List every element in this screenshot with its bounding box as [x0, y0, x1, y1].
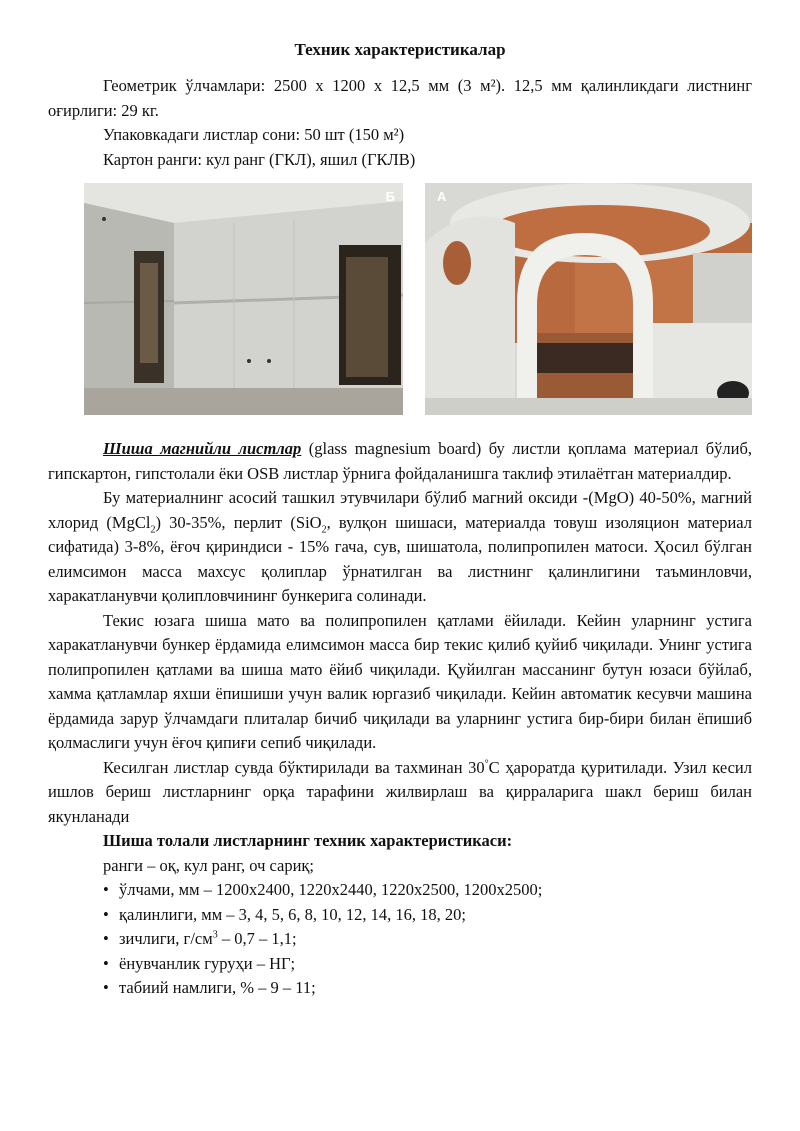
density-superscript: 3 — [212, 929, 218, 941]
color-line: Картон ранги: кул ранг (ГКЛ), яшил (ГКЛВ) — [103, 149, 416, 169]
density-text-a: зичлиги, г/см — [119, 929, 213, 948]
specs-colors: ранги – оқ, кул ранг, оч сариқ; — [103, 855, 315, 875]
photo-arch-drywall — [425, 183, 752, 415]
specs-heading: Шиша толали листларнинг техник характеристикаси: — [103, 831, 513, 850]
specs-list — [48, 878, 752, 1001]
spec-moisture: • табиий намлиги, % – 9 – 11; — [103, 976, 752, 1001]
photo-room-drywall — [84, 183, 403, 415]
composition-paragraph — [48, 486, 752, 609]
room-drywall-image — [84, 183, 403, 415]
package-line: Упаковкадаги листлар сони: 50 шт (150 м²) — [103, 125, 405, 144]
composition-text-a: Бу материалнинг асосий ташкил этувчилари бўлиб магний оксиди -(MgO) 40-50%, магний хлорид (MgCl — [48, 488, 752, 532]
degree-sign: ° — [484, 758, 489, 769]
document-page — [48, 30, 752, 1001]
glass-magnesium-paragraph — [48, 437, 752, 486]
subscript-2b: 2 — [321, 523, 327, 535]
arch-drywall-image — [425, 183, 752, 415]
term-definition: (glass magnesium board) бу листли қоплама материал бўлиб, гипскартон, гипстолали ёки OSB листлар ўрнига фойдаланишга таклиф этилаётган материалдир. — [48, 439, 752, 483]
photo-row — [84, 183, 752, 415]
spec-sizes: • ўлчами, мм – 1200x2400, 1220x2440, 1220x2500, 1200x2500; — [103, 878, 752, 903]
photo-label-b: Б — [385, 189, 396, 204]
drying-text-a: Кесилган листлар сувда бўктирилади ва тахминан 30 — [103, 757, 485, 777]
density-text-b: – 0,7 – 1,1; — [217, 929, 297, 948]
composition-text-c: , вулқон шишаси, материалда товуш изоляцион материал сифатида) 3-8%, ёғоч қириндиси - 15% гача, сув, шишатола, полипропилен матоси. Ҳосил бўлган елимсимон масса махсус қолиплар ўрнатилган ва листнинг қалинлигини таъминловчи, харакатланувчи қолипловчининг бункерига солинади. — [48, 512, 752, 605]
composition-text-b: ) 30-35%, перлит (SiO — [155, 512, 322, 532]
drying-paragraph — [48, 756, 752, 830]
subscript-2a: 2 — [150, 523, 156, 535]
drying-text-b: С ҳароратда қуритилади. Узил кесил ишлов бериш листларнинг орқа тарафини жилвирлаш ва қирраларига шакл бериш билан якунланади — [48, 757, 752, 826]
spec-fire-group: • ёнувчанлик гуруҳи – НГ; — [103, 952, 752, 977]
term-glass-magnesium: Шиша магнийли листлар — [103, 439, 302, 458]
process-paragraph: Текис юзага шиша мато ва полипропилен қатлами ёйилади. Кейин уларнинг устига харакатланувчи бункер ёрдамида елимсимон масса бир текис қилиб қуйиб чиқилади. Унинг устига полипропилен қатлами ва шиша мато ёйиб чиқилади. Қуйилган массанинг бутун юзаси бўйлаб, хамма қатламлар яхши ёпишиши учун валик юргазиб чиқилади. Кейин автоматик кесувчи машина ёрдамида зарур ўлчамдаги плиталар бичиб чиқилади ва уларнинг устига бир-бири билан ёпишиб қолмаслиги учун ёғоч қипиғи сепиб чиқилади. — [48, 610, 752, 752]
page-title: Техник характеристикалар — [294, 40, 506, 59]
spec-density — [103, 927, 752, 952]
photo-label-a: А — [437, 189, 447, 204]
spec-thickness: • қалинлиги, мм – 3, 4, 5, 6, 8, 10, 12, 14, 16, 18, 20; — [103, 903, 752, 928]
geometry-paragraph: Геометрик ўлчамлари: 2500 x 1200 x 12,5 мм (3 м²). 12,5 мм қалинликдаги листнинг оғирлиги: 29 кг. — [48, 76, 752, 120]
